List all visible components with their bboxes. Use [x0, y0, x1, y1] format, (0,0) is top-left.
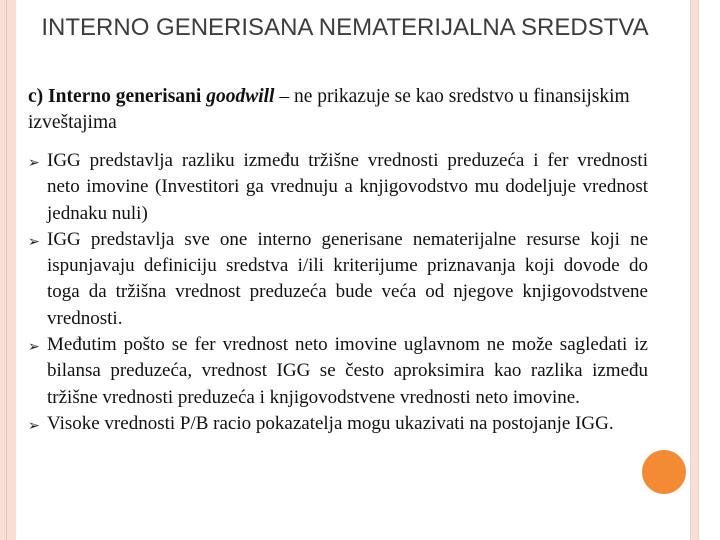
slide-title: INTERNO GENERISANA NEMATERIJALNA SREDSTVA — [41, 14, 649, 41]
arrow-bullet-icon: ➢ — [28, 339, 40, 356]
bullet-text: IGG predstavlja sve one interno generisane nematerijalne resurse koji ne ispunjavaju definiciju sredstva i/ili kriterijume priznavanja koji dovode do toga da tržišna vrednost preduzeća bude veća od njegove knjigovodstvene vrednosti. — [47, 228, 648, 329]
bullet-text: IGG predstavlja razliku između tržišne vrednosti preduzeća i fer vrednosti neto imovine (Investitori ga vrednuju a knjigovodstvo mu dodeljuje vrednost jednaku nuli) — [47, 150, 648, 224]
subtitle-bold: c) Interno generisani — [28, 86, 202, 107]
subtitle-rest: – ne prikazuje se kao sredstvo u finansijskim izveštajima — [28, 86, 630, 133]
bullet-item — [28, 411, 648, 437]
slide-subtitle — [28, 84, 658, 136]
orange-circle-decoration — [642, 450, 686, 494]
left-rail-line — [6, 0, 7, 540]
right-decorative-rail — [690, 0, 699, 540]
left-decorative-rail — [0, 0, 16, 540]
bullet-item — [28, 227, 648, 332]
subtitle-goodwill: goodwill — [206, 86, 275, 107]
bullet-item — [28, 332, 648, 411]
bullet-list — [28, 148, 648, 437]
arrow-bullet-icon: ➢ — [28, 233, 40, 250]
arrow-bullet-icon: ➢ — [28, 155, 40, 171]
bullet-text: Visoke vrednosti P/B racio pokazatelja mogu ukazivati na postojanje IGG. — [47, 412, 614, 434]
subtitle-bold-italic-wrapper — [206, 86, 274, 107]
bullet-item — [28, 148, 648, 227]
bullet-text: Međutim pošto se fer vrednost neto imovine uglavnom ne može sagledati iz bilansa preduzeća, vrednost IGG se često aproksimira kao razlika između tržišne vrednosti preduzeća i knjigovodstvene vrednosti neto imovine. — [47, 334, 648, 408]
arrow-bullet-icon: ➢ — [28, 417, 40, 434]
